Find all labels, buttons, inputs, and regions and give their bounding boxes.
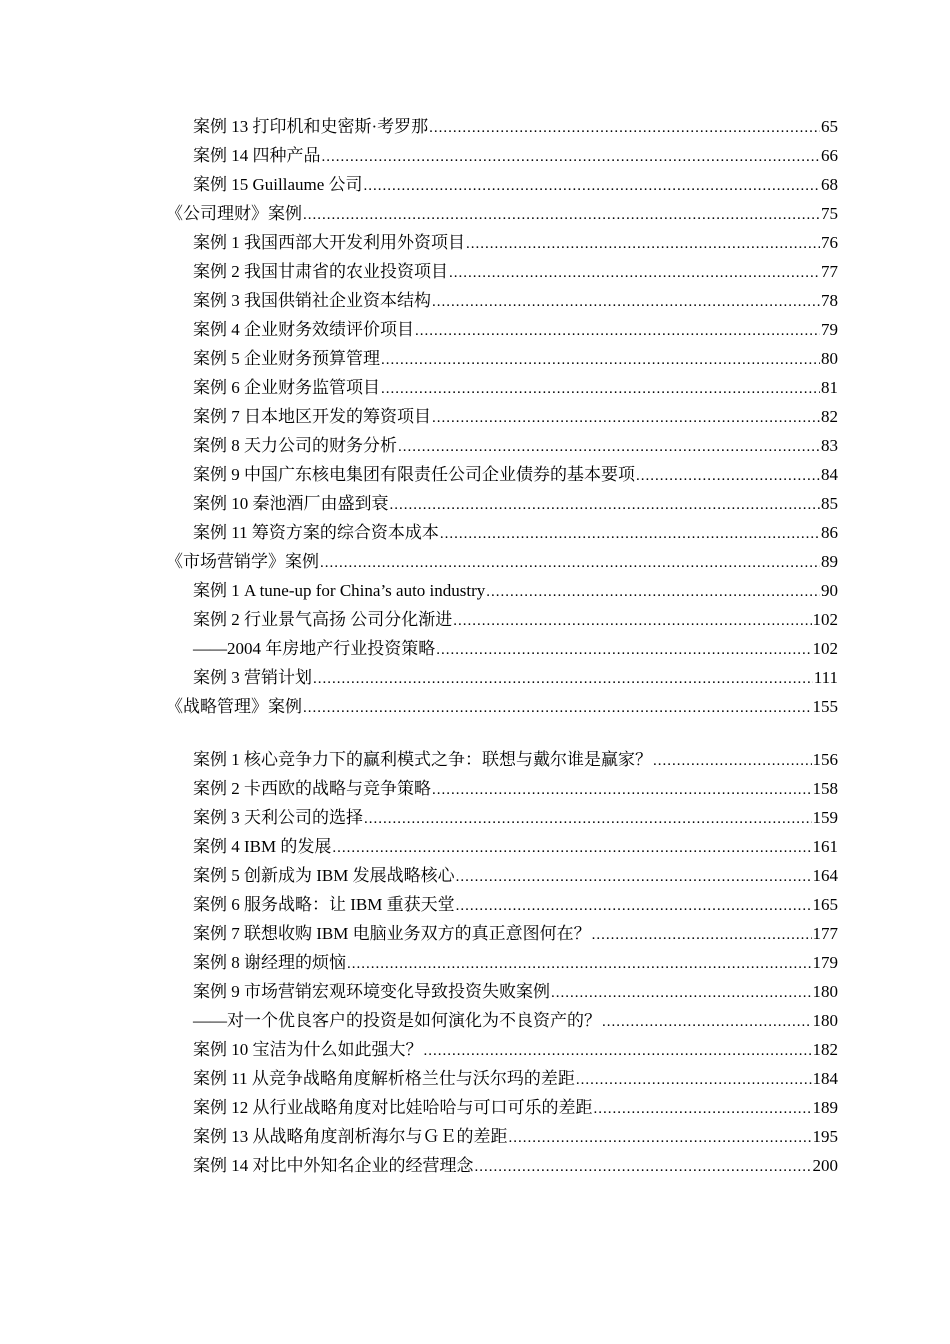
toc-entry-title: 案例 2 行业景气高扬 公司分化渐进: [193, 610, 453, 629]
dot-leader: [653, 747, 812, 776]
toc-page-number: 77: [821, 262, 838, 281]
toc-entry-title: 案例 2 卡西欧的战略与竞争策略: [193, 779, 431, 798]
toc-case-entry[interactable]: [166, 170, 838, 199]
toc-page-number: 80: [821, 349, 838, 368]
toc-page-number: 180: [812, 982, 838, 1001]
dot-leader: [509, 1124, 812, 1153]
dot-leader: [322, 143, 821, 172]
toc-entry-title: 案例 9 市场营销宏观环境变化导致投资失败案例: [193, 982, 550, 1001]
dot-leader: [381, 346, 820, 375]
toc-case-entry[interactable]: [166, 1006, 838, 1035]
toc-entry-title: 案例 3 天利公司的选择: [193, 808, 363, 827]
toc-case-entry[interactable]: [166, 1035, 838, 1064]
dot-leader: [456, 892, 812, 921]
toc-page-number: 75: [821, 204, 838, 223]
toc-case-entry[interactable]: [166, 141, 838, 170]
toc-entry-title: 案例 15 Guillaume 公司: [193, 175, 363, 194]
dot-leader: [432, 404, 820, 433]
dot-leader: [436, 636, 811, 665]
toc-entry-title: 案例 8 谢经理的烦恼: [193, 953, 346, 972]
toc-page-number: 195: [812, 1127, 838, 1146]
toc-page-number: 156: [812, 750, 838, 769]
dot-leader: [576, 1066, 812, 1095]
dot-leader: [424, 1037, 812, 1066]
dot-leader: [381, 375, 820, 404]
toc-page-number: 76: [821, 233, 838, 252]
toc-case-entry[interactable]: [166, 634, 838, 663]
dot-leader: [320, 549, 820, 578]
dot-leader: [415, 317, 820, 346]
dot-leader: [466, 230, 820, 259]
dot-leader: [303, 201, 820, 230]
toc-entry-title: 案例 7 联想收购 IBM 电脑业务双方的真正意图何在？: [193, 924, 591, 943]
toc-case-entry[interactable]: [166, 745, 838, 774]
toc-case-entry[interactable]: [166, 919, 838, 948]
toc-case-entry[interactable]: [166, 460, 838, 489]
toc-page-number: 79: [821, 320, 838, 339]
toc-section-entry[interactable]: [166, 692, 838, 721]
toc-case-entry[interactable]: [166, 112, 838, 141]
toc-case-entry[interactable]: [166, 605, 838, 634]
toc-case-entry[interactable]: [166, 832, 838, 861]
dot-leader: [475, 1153, 812, 1182]
dot-leader: [592, 921, 812, 950]
toc-case-entry[interactable]: [166, 228, 838, 257]
dot-leader: [432, 288, 820, 317]
toc-page-number: 158: [812, 779, 838, 798]
toc-entry-title: 案例 3 我国供销社企业资本结构: [193, 291, 431, 310]
toc-page-number: 165: [812, 895, 838, 914]
toc-page-number: 68: [821, 175, 838, 194]
toc-case-entry[interactable]: [166, 286, 838, 315]
toc-page-number: 102: [812, 639, 838, 658]
dot-leader: [636, 462, 820, 491]
dot-leader: [453, 607, 811, 636]
toc-page-number: 177: [812, 924, 838, 943]
toc-entry-title: 案例 8 天力公司的财务分析: [193, 436, 397, 455]
toc-case-entry[interactable]: [166, 663, 838, 692]
toc-entry-title: 案例 10 宝洁为什么如此强大？: [193, 1040, 423, 1059]
toc-entry-title: 《公司理财》案例: [166, 204, 302, 223]
dot-leader: [602, 1008, 812, 1037]
toc-page-number: 189: [812, 1098, 838, 1117]
toc-entry-title: 案例 1 A tune-up for China’s auto industry: [193, 581, 486, 600]
dot-leader: [390, 491, 821, 520]
toc-entry-title: 案例 13 打印机和史密斯·考罗那: [193, 117, 429, 136]
toc-entry-title: 案例 11 从竞争战略角度解析格兰仕与沃尔玛的差距: [193, 1069, 575, 1088]
dot-leader: [429, 114, 820, 143]
toc-page-number: 89: [821, 552, 838, 571]
dot-leader: [364, 172, 820, 201]
toc-section-entry[interactable]: [166, 547, 838, 576]
toc-page-number: 83: [821, 436, 838, 455]
toc-entry-title: 案例 12 从行业战略角度对比娃哈哈与可口可乐的差距: [193, 1098, 593, 1117]
toc-entry-title: 案例 4 企业财务效绩评价项目: [193, 320, 414, 339]
toc-entry-title: 案例 6 企业财务监管项目: [193, 378, 380, 397]
toc-entry-title: 《市场营销学》案例: [166, 552, 319, 571]
toc-case-entry[interactable]: [166, 489, 838, 518]
toc-page-number: 65: [821, 117, 838, 136]
toc-case-entry[interactable]: [166, 402, 838, 431]
toc-page-number: 164: [812, 866, 838, 885]
toc-page-number: 84: [821, 465, 838, 484]
dot-leader: [486, 578, 820, 607]
toc-entry-title: 案例 14 四种产品: [193, 146, 321, 165]
toc-entry-title: ——2004 年房地产行业投资策略: [193, 639, 436, 658]
dot-leader: [303, 694, 812, 723]
toc-entry-title: 案例 3 营销计划: [193, 668, 312, 687]
toc-entry-title: 案例 7 日本地区开发的筹资项目: [193, 407, 431, 426]
toc-entry-title: 案例 10 秦池酒厂由盛到衰: [193, 494, 389, 513]
toc-case-entry[interactable]: [166, 315, 838, 344]
toc-page-number: 86: [821, 523, 838, 542]
toc-entry-title: 案例 6 服务战略：让 IBM 重获天堂: [193, 895, 455, 914]
toc-section-entry[interactable]: [166, 199, 838, 228]
toc-case-entry[interactable]: [166, 977, 838, 1006]
toc-entry-title: ——对一个优良客户的投资是如何演化为不良资产的？: [193, 1011, 601, 1030]
toc-page-number: 85: [821, 494, 838, 513]
toc-entry-title: 案例 13 从战略角度剖析海尔与ＧＥ的差距: [193, 1127, 508, 1146]
toc-entry-title: 案例 4 IBM 的发展: [193, 837, 332, 856]
dot-leader: [449, 259, 820, 288]
toc-entry-title: 案例 11 筹资方案的综合资本成本: [193, 523, 439, 542]
dot-leader: [313, 665, 813, 694]
toc-case-entry[interactable]: [166, 948, 838, 977]
toc-entry-title: 案例 1 我国西部大开发利用外资项目: [193, 233, 465, 252]
toc-case-entry[interactable]: [166, 890, 838, 919]
toc-entry-title: 案例 5 企业财务预算管理: [193, 349, 380, 368]
toc-case-entry[interactable]: [166, 1122, 838, 1151]
dot-leader: [347, 950, 812, 979]
toc-entry-title: 《战略管理》案例: [166, 697, 302, 716]
toc-case-entry[interactable]: [166, 576, 838, 605]
toc-case-entry[interactable]: [166, 1093, 838, 1122]
toc-page-number: 81: [821, 378, 838, 397]
toc-case-entry[interactable]: [166, 1064, 838, 1093]
toc-case-entry[interactable]: [166, 373, 838, 402]
toc-entry-title: 案例 14 对比中外知名企业的经营理念: [193, 1156, 474, 1175]
dot-leader: [594, 1095, 812, 1124]
dot-leader: [398, 433, 820, 462]
toc-page-number: 102: [812, 610, 838, 629]
toc-case-entry[interactable]: [166, 518, 838, 547]
toc-case-entry[interactable]: [166, 344, 838, 373]
toc-page-number: 111: [813, 668, 838, 687]
dot-leader: [440, 520, 820, 549]
toc-case-entry[interactable]: [166, 803, 838, 832]
toc-entry-title: 案例 5 创新成为 IBM 发展战略核心: [193, 866, 455, 885]
dot-leader: [456, 863, 812, 892]
toc-page-number: 161: [812, 837, 838, 856]
toc-page-number: 78: [821, 291, 838, 310]
toc-case-entry[interactable]: [166, 257, 838, 286]
toc-page-number: 182: [812, 1040, 838, 1059]
toc-page-number: 200: [812, 1156, 838, 1175]
dot-leader: [432, 776, 812, 805]
toc-case-entry[interactable]: [166, 861, 838, 890]
toc-case-entry[interactable]: [166, 1151, 838, 1180]
toc-page-number: 159: [812, 808, 838, 827]
toc-case-entry[interactable]: [166, 774, 838, 803]
toc-page-number: 184: [812, 1069, 838, 1088]
toc-page-number: 155: [812, 697, 838, 716]
toc-page-number: 66: [821, 146, 838, 165]
toc-entry-title: 案例 2 我国甘肃省的农业投资项目: [193, 262, 448, 281]
dot-leader: [364, 805, 812, 834]
toc-entry-title: 案例 1 核心竞争力下的赢利模式之争：联想与戴尔谁是赢家？: [193, 750, 652, 769]
toc-page-number: 90: [821, 581, 838, 600]
table-of-contents: [166, 112, 838, 1180]
toc-page-number: 180: [812, 1011, 838, 1030]
toc-page-number: 179: [812, 953, 838, 972]
toc-entry-title: 案例 9 中国广东核电集团有限责任公司企业债券的基本要项: [193, 465, 635, 484]
dot-leader: [332, 834, 811, 863]
toc-case-entry[interactable]: [166, 431, 838, 460]
dot-leader: [551, 979, 812, 1008]
toc-page-number: 82: [821, 407, 838, 426]
